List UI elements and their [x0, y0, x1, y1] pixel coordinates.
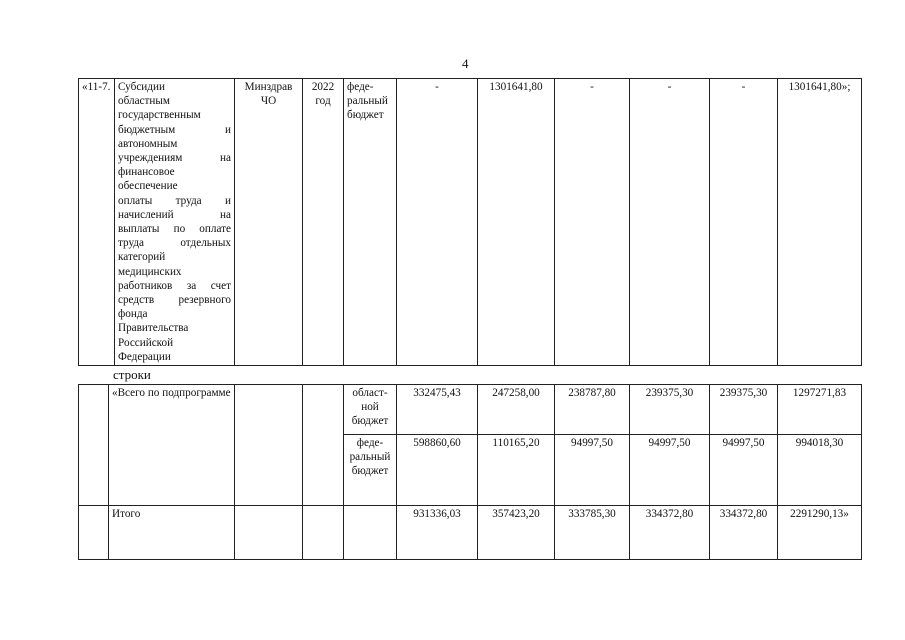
value-cell: 94997,50	[555, 435, 630, 506]
description-line: труда отдельных	[118, 237, 231, 250]
description-line: начислений на	[118, 208, 231, 221]
funding-source-cell: област-ной бюджет	[344, 385, 397, 435]
budget-table-bottom	[78, 384, 862, 560]
description-line: финансовое	[118, 166, 175, 179]
value-cell: 994018,30	[778, 435, 862, 506]
total-label: Итого	[109, 506, 235, 560]
value-cell: -	[397, 79, 478, 366]
value-cell: 238787,80	[555, 385, 630, 435]
blank-cell	[235, 385, 303, 506]
description-line: бюджетным и	[118, 123, 231, 136]
value-cell: 110165,20	[478, 435, 555, 506]
funding-source-cell: феде-ральный бюджет	[344, 79, 397, 366]
description-line: областным	[118, 95, 170, 108]
value-cell: 2291290,13»	[778, 506, 862, 560]
value-cell: 598860,60	[397, 435, 478, 506]
value-cell: -	[630, 79, 710, 366]
value-cell: 334372,80	[710, 506, 778, 560]
budget-table-top	[78, 78, 862, 366]
description-line: категорий	[118, 251, 166, 264]
blank-cell	[303, 506, 344, 560]
value-cell: 334372,80	[630, 506, 710, 560]
value-cell: 1297271,83	[778, 385, 862, 435]
description-line: оплаты труда и	[118, 194, 231, 207]
description-line: средств резервного	[118, 294, 231, 307]
blank-cell	[344, 506, 397, 560]
value-cell: 239375,30	[710, 385, 778, 435]
value-cell: 357423,20	[478, 506, 555, 560]
description-line: Федерации	[118, 350, 171, 363]
value-cell: -	[555, 79, 630, 366]
value-cell: 94997,50	[630, 435, 710, 506]
description-line: обеспечение	[118, 180, 178, 193]
description-line: работников за счет	[118, 279, 231, 292]
subprogram-label: «Всего по подпрограмме	[109, 385, 235, 506]
value-cell: 94997,50	[710, 435, 778, 506]
description-line: автономным	[118, 137, 178, 150]
value-cell: 931336,03	[397, 506, 478, 560]
value-cell: 247258,00	[478, 385, 555, 435]
description-line: Правительства	[118, 322, 189, 335]
executor-cell: Минздрав ЧО	[235, 79, 303, 366]
value-cell: 1301641,80»;	[778, 79, 862, 366]
value-cell: 1301641,80	[478, 79, 555, 366]
description-line: выплаты по оплате	[118, 223, 231, 236]
row-code: «11-7.	[79, 79, 115, 366]
funding-source-cell: феде-ральный бюджет	[344, 435, 397, 506]
blank-cell	[235, 506, 303, 560]
value-cell: 239375,30	[630, 385, 710, 435]
page-number: 4	[462, 56, 469, 71]
year-cell: 2022 год	[303, 79, 344, 366]
value-cell: 333785,30	[555, 506, 630, 560]
description-line: учреждениям на	[118, 152, 231, 165]
table-row	[79, 385, 862, 435]
description-line: фонда	[118, 308, 148, 321]
description-line: Субсидии	[118, 81, 165, 93]
row-description	[115, 79, 235, 366]
between-tables-text: строки	[113, 367, 151, 382]
description-line: государственным	[118, 109, 201, 122]
blank-cell	[79, 506, 109, 560]
value-cell: -	[710, 79, 778, 366]
description-line: медицинских	[118, 265, 182, 278]
description-line: Российской	[118, 336, 174, 349]
blank-cell	[79, 385, 109, 506]
table-row	[79, 506, 862, 560]
table-row	[79, 79, 862, 366]
value-cell: 332475,43	[397, 385, 478, 435]
blank-cell	[303, 385, 344, 506]
